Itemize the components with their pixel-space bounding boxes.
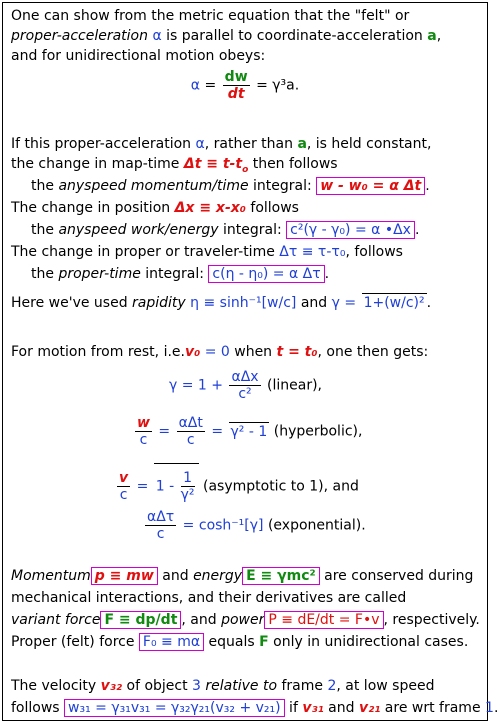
text: integral: [218,222,287,238]
boxed-power: P ≡ dE/dt = F•v [264,611,383,629]
text: equals [204,634,260,650]
numerator: 1 [181,470,195,487]
cosh-expression: = cosh⁻¹[γ] [178,517,264,534]
v31: v₃₁ [302,700,324,716]
equation-alpha [3,69,487,102]
term-variant-force: variant force [11,612,101,628]
label: (hyperbolic), [269,423,363,440]
term-rapidity: rapidity [132,295,186,311]
label: (asymptotic to 1), and [198,478,359,495]
symbol-alpha: α [148,28,162,44]
p2-line-7 [31,265,329,283]
p4-line-4 [11,633,468,651]
boxed-equation-proper-time: c(η - η₀) = α Δτ [208,265,324,283]
alpha: α [190,77,201,94]
frame-1: 1 [485,700,494,716]
text: the [31,178,59,194]
sqrt-expression [154,463,199,503]
fraction-1-gamma2 [181,470,195,503]
boxed-proper-force: F₀ ≡ mα [139,633,204,651]
text: frame [277,678,328,694]
text: and [296,295,332,311]
numerator: αΔt [178,415,203,431]
text: the [31,266,59,282]
document-frame [2,2,498,721]
symbol-a: a [427,28,437,44]
term-relative-to: relative to [200,678,278,694]
zero: = 0 [200,344,230,360]
delta-x: Δx ≡ x-x₀ [174,200,246,216]
text: , is held constant, [306,136,432,152]
eq-sign: = [153,423,175,440]
p2-line-6 [11,243,403,261]
fraction [229,369,260,402]
text: only in unidirectional cases. [268,634,469,650]
symbol-a: a [297,136,307,152]
p4-line-1 [11,567,473,585]
text: . [426,295,432,311]
text: are conserved during [319,568,474,584]
text: The velocity [11,678,101,694]
numerator: dw [224,69,248,85]
text: integral: [140,266,209,282]
frame-2: 2 [327,678,337,694]
v32: v₃₂ [100,678,123,694]
numerator: αΔτ [147,509,175,525]
eq-sign: = [132,478,153,495]
equation-exponential [143,509,366,542]
text: , [436,28,442,44]
delta-tau: Δτ ≡ τ-τ₀ [279,244,346,260]
text: For motion from rest, i.e. [11,344,185,360]
text: . [414,222,420,238]
denominator: c² [238,386,252,402]
text: If this proper-acceleration [11,136,196,152]
p2-line-2 [11,155,338,179]
boxed-energy: E ≡ γmc² [242,567,320,585]
equation-hyperbolic [133,415,362,448]
p2-line-3 [31,177,430,195]
term: anyspeed work/energy [58,222,219,238]
text: 1 - [155,478,179,495]
subscript-o: o [242,164,249,175]
gamma-def: γ = [331,295,361,311]
text: . [425,178,430,194]
text: and for unidirectional motion obeys: [11,48,266,64]
text: Proper (felt) force [11,634,139,650]
label: (linear), [262,377,322,394]
t-eq-t0: t = t₀ [276,344,318,360]
sqrt-expression: γ² - 1 [230,423,268,440]
boxed-velocity-addition: w₃₁ = γ₃₁v₃₁ = γ₃₂γ₂₁(v₃₂ + v₂₁) [64,699,285,717]
equation-asymptotic [115,463,359,503]
text: when [229,344,277,360]
p4-line-2 [11,589,406,607]
object-3: 3 [192,678,201,694]
text: , follows [345,244,403,260]
term-proper-acceleration: proper-acceleration [11,28,148,44]
text: the change in map-time [11,156,184,172]
text: and [157,568,194,584]
term-energy: energy [193,568,243,584]
equation-linear [169,369,322,402]
numerator: αΔx [231,369,259,385]
text: integral: [248,178,317,194]
term: proper-time [58,266,141,282]
p3-line-1 [11,343,428,361]
boxed-equation-energy: c²(γ - γ₀) = α •Δx [286,221,415,239]
boxed-equation-momentum: w - w₀ = α Δt [316,177,425,195]
denominator: c [186,432,195,448]
text: mechanical interactions, and their derivatives are called [11,590,407,606]
boxed-momentum: p ≡ mw [91,567,158,585]
denominator: dt [227,86,245,102]
eq-sign: = [206,423,228,440]
text: and [323,700,359,716]
term-power: power [221,612,265,628]
fraction-alpha-dt-c [177,415,205,448]
text: follows [11,700,65,716]
p2-line-5 [31,221,419,239]
text: then follows [248,156,338,172]
p5-line-2 [11,699,498,717]
p2-line-4 [11,199,299,217]
p1-line-2 [11,27,441,45]
denominator: c [156,526,165,542]
text: . [324,266,330,282]
text: , respectively. [383,612,480,628]
text: . [493,700,498,716]
alpha: α [195,136,205,152]
denominator: c [119,487,128,503]
text: is parallel to coordinate-acceleration [161,28,428,44]
boxed-force: F ≡ dp/dt [100,611,181,629]
text: One can show from the metric equation that the "felt" or [11,8,410,24]
text: Here we've used [11,295,133,311]
text: The change in position [11,200,175,216]
text: if [284,700,303,716]
text: The change in proper or traveler-time [11,244,280,260]
numerator: v [119,470,129,486]
p1-line-1 [11,7,409,25]
p2-line-1 [11,135,431,153]
denominator: c [139,432,148,448]
text: , and [181,612,222,628]
label: (exponential). [263,517,366,534]
rapidity-def: η ≡ sinh⁻¹[w/c] [185,295,297,311]
text: are wrt frame [380,700,486,716]
gamma-eq: γ = 1 + [169,377,228,394]
term: anyspeed momentum/time [58,178,249,194]
fraction-alpha-dtau-c [145,509,176,542]
text: follows [245,200,299,216]
term-momentum: Momentum [11,568,91,584]
v21: v₂₁ [358,700,381,716]
p1-line-3 [11,47,265,65]
text: of object [122,678,193,694]
text: , rather than [204,136,298,152]
text: , at low speed [336,678,435,694]
symbol-F: F [259,634,269,650]
fraction-w-c [135,415,152,448]
p5-line-1 [11,677,434,695]
v0: v₀ [184,344,201,360]
fraction-dw-dt [223,69,250,102]
numerator: w [137,415,150,431]
p4-line-3 [11,611,480,629]
text: the [31,222,59,238]
eq-sign: = [200,77,221,94]
rhs: = γ³a. [251,77,300,94]
p2-line-8 [11,293,431,312]
sqrt-expression: 1+(w/c)² [363,295,425,311]
denominator: γ² [180,487,195,503]
fraction-v-c [117,470,130,503]
delta-t: Δt ≡ t-t [183,156,243,172]
text: , one then gets: [317,344,429,360]
